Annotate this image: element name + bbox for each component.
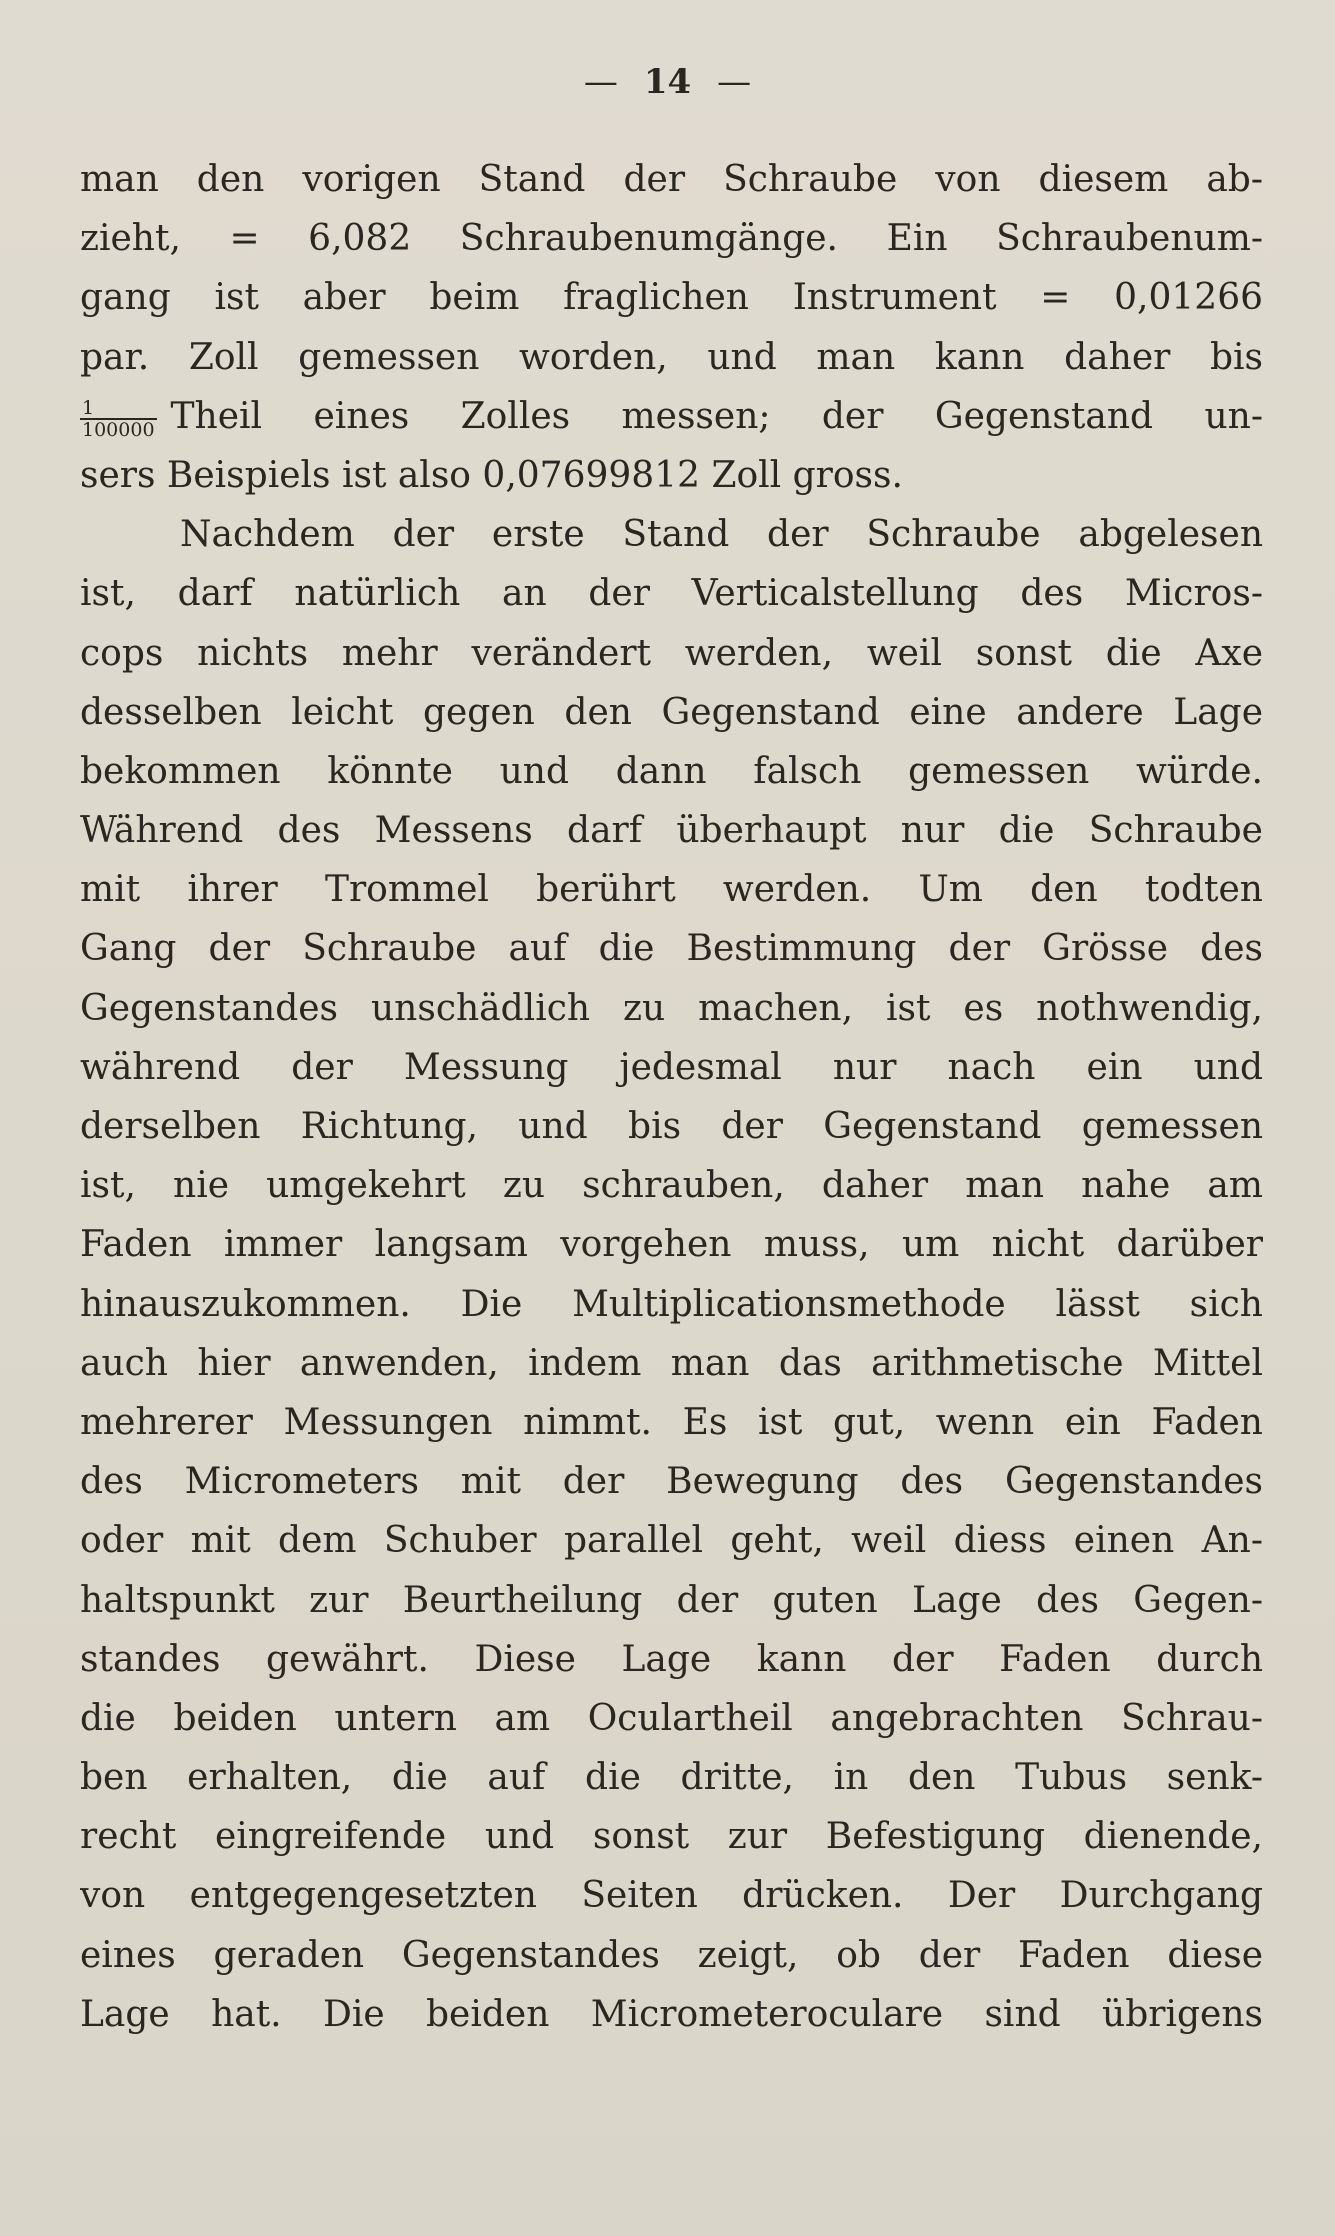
text-line: Während des Messens darf überhaupt nur die Schraube — [80, 810, 1263, 852]
body-text — [80, 150, 1263, 2044]
text-line: des Micrometers mit der Bewegung des Gegenstandes — [80, 1461, 1263, 1503]
text-line: Gegenstandes unschädlich zu machen, ist es nothwendig, — [80, 987, 1263, 1029]
text-line: mehrerer Messungen nimmt. Es ist gut, wenn ein Faden — [80, 1401, 1263, 1443]
text-line: eines geraden Gegenstandes zeigt, ob der Faden diese — [80, 1934, 1263, 1976]
text-line: von entgegengesetzten Seiten drücken. Der Durchgang — [80, 1875, 1263, 1917]
text-line: ist, nie umgekehrt zu schrauben, daher man nahe am — [80, 1165, 1263, 1207]
text-line: man den vorigen Stand der Schraube von diesem ab- — [80, 159, 1263, 200]
text-line: oder mit dem Schuber parallel geht, weil diess einen An- — [80, 1520, 1263, 1562]
text-line: bekommen könnte und dann falsch gemessen würde. — [80, 750, 1263, 792]
text-line: auch hier anwenden, indem man das arithmetische Mittel — [80, 1342, 1263, 1384]
text-line: ben erhalten, die auf die dritte, in den Tubus senk- — [80, 1757, 1263, 1799]
text-line: standes gewährt. Diese Lage kann der Faden durch — [80, 1638, 1263, 1680]
text-line: Faden immer langsam vorgehen muss, um nicht darüber — [80, 1224, 1263, 1266]
text-line: Gang der Schraube auf die Bestimmung der Grösse des — [80, 928, 1263, 970]
fraction — [80, 398, 157, 440]
fraction-denominator: 100000 — [82, 418, 155, 441]
text-line: desselben leicht gegen den Gegenstand eine andere Lage — [80, 691, 1263, 733]
text-line: derselben Richtung, und bis der Gegenstand gemessen — [80, 1106, 1263, 1147]
text-line: ist, darf natürlich an der Verticalstellung des Micros- — [80, 573, 1263, 615]
text-line: hinauszukommen. Die Multiplicationsmethode lässt sich — [80, 1283, 1263, 1325]
text-line: die beiden untern am Oculartheil angebrachten Schrau- — [80, 1697, 1263, 1739]
page-header — [0, 52, 1335, 112]
paragraph-end-line: sers Beispiels ist also 0,07699812 Zoll gross. — [80, 454, 903, 496]
text-line: Lage hat. Die beiden Micrometeroculare sind übrigens — [80, 1993, 1263, 2035]
text-line: par. Zoll gemessen worden, und man kann daher bis — [80, 336, 1263, 378]
header-dash-right: — — [717, 62, 752, 102]
text-line: während der Messung jedesmal nur nach ein und — [80, 1046, 1263, 1088]
text-line: recht eingreifende und sonst zur Befestigung dienende, — [80, 1816, 1263, 1858]
text-line-remainder: Theil eines Zolles messen; der Gegenstand un- — [170, 395, 1263, 437]
text-line: mit ihrer Trommel berührt werden. Um den todten — [80, 869, 1263, 911]
text-line: cops nichts mehr verändert werden, weil sonst die Axe — [80, 632, 1263, 674]
text-line: zieht, = 6,082 Schraubenumgänge. Ein Schraubenum- — [80, 218, 1263, 260]
paragraph-start-line: Nachdem der erste Stand der Schraube abgelesen — [180, 514, 1263, 556]
header-dash-left: — — [583, 62, 618, 102]
fraction-numerator: 1 — [80, 398, 157, 420]
text-line: gang ist aber beim fraglichen Instrument = 0,01266 — [80, 277, 1263, 319]
text-line-with-fraction — [80, 387, 1263, 446]
text-line: haltspunkt zur Beurtheilung der guten Lage des Gegen- — [80, 1579, 1263, 1621]
page-number: 14 — [643, 62, 692, 102]
